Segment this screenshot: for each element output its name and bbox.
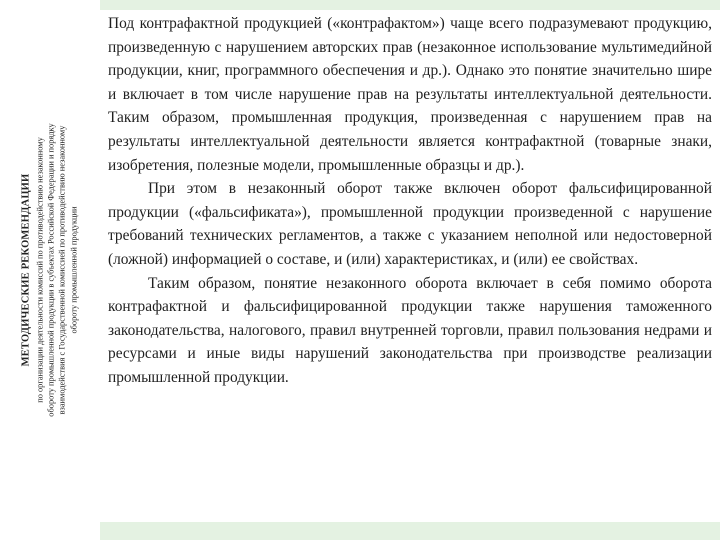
- paragraph: Под контрафактной продукцией («контрафактом») чаще всего подразумевают продукцию, произведенную с нарушением авторских прав (незаконное использование мультимедийной продукции, книг, программного обеспечения и др.). Однако это понятие значительно шире и включает в том числе нарушение прав на результаты интеллектуальной деятельности. Таким образом, промышленная продукция, произведенная с нарушением прав на результаты интеллектуальной деятельности является контрафактной (товарные знаки, изобретения, полезные модели, промышленные образцы и др.).: [108, 15, 712, 174]
- sidebar-line: взаимодействия с Государственной комиссией по противодействию незаконному: [58, 125, 67, 415]
- paragraph: Таким образом, понятие незаконного оборота включает в себя помимо оборота контрафактной и фальсифицированной продукции также нарушения таможенного законодательства, налогового, правил внутренней торговли, правил пользования недрами и ресурсами и иные виды нарушений законодательства при производстве реализации промышленной продукции.: [108, 274, 712, 386]
- sidebar-caption: [21, 20, 80, 520]
- sidebar-line: обороту промышленной продукции в субъектах Российской Федерации и порядку: [46, 123, 56, 417]
- sidebar-heading: МЕТОДИЧЕСКИЕ РЕКОМЕНДАЦИИ: [20, 173, 32, 367]
- sidebar: [0, 0, 100, 540]
- sidebar-line: обороту промышленной продукции: [69, 206, 79, 334]
- document-body: [108, 12, 712, 390]
- document-page: [100, 10, 720, 522]
- paragraph: При этом в незаконный оборот также включен оборот фальсифицированной продукции («фальсификата»), промышленной продукции произведенной с нарушение требований технических регламентов, а также с указанием неполной или недостоверной (ложной) информацией о составе, и (или) характеристиках, и (или) ее свойствах.: [108, 180, 712, 268]
- sidebar-line: по организации деятельности комиссий по противодействию незаконному: [35, 137, 45, 403]
